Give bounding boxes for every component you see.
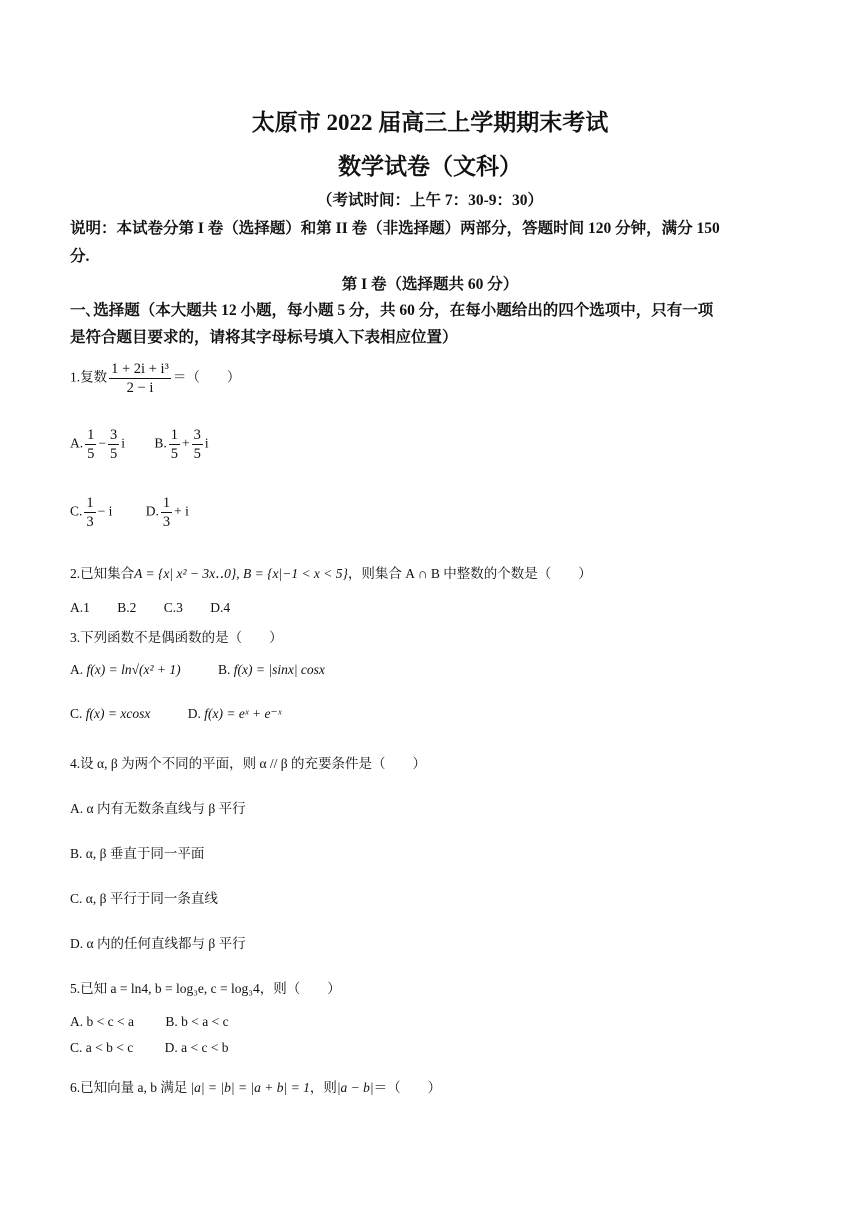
q1-b-op: + bbox=[182, 435, 190, 451]
q2-option-c: C.3 bbox=[163, 600, 183, 615]
section-one-line-1: 一､选择题（本大题共 12 小题，每小题 5 分，共 60 分，在每小题给出的四个选项中，只有一项 bbox=[70, 302, 714, 319]
q4-option-b: B. α, β 垂直于同一平面 bbox=[70, 846, 205, 861]
q2-prefix: 2.已知集合 bbox=[70, 566, 135, 581]
q1-b-frac-2 bbox=[192, 426, 203, 463]
q1-a-n2: 3 bbox=[108, 426, 119, 445]
q1-option-b-label: B. bbox=[154, 435, 167, 451]
q2-suffix: ，则集合 A ∩ B 中整数的个数是（ ） bbox=[347, 566, 592, 581]
part-one-heading: 第 I 卷（选择题共 60 分） bbox=[341, 276, 519, 293]
q1-b-frac-1 bbox=[169, 426, 180, 463]
q4-option-a: A. α 内有无数条直线与 β 平行 bbox=[70, 801, 246, 816]
q1-option-b bbox=[154, 426, 208, 463]
q1-option-d bbox=[146, 494, 189, 531]
exam-title: 太原市 2022 届高三上学期期末考试 bbox=[251, 110, 609, 135]
q3-d-label: D. bbox=[187, 706, 201, 721]
q6-mid: ，则 bbox=[309, 1080, 337, 1095]
q1-d-frac bbox=[161, 494, 172, 531]
question-3-stem: 3.下列函数不是偶函数的是（ ） bbox=[70, 630, 283, 645]
q3-d-expr: f(x) = eˣ + e⁻ˣ bbox=[204, 706, 282, 721]
q1-fraction bbox=[109, 360, 171, 397]
q1-numerator: 1 + 2i + i³ bbox=[109, 360, 171, 379]
q1-d-d: 3 bbox=[162, 514, 171, 531]
q6-ask: |a − b| bbox=[336, 1080, 374, 1095]
q1-option-a bbox=[70, 426, 125, 463]
q5-option-c: C. a < b < c bbox=[70, 1040, 134, 1055]
q5-option-b: B. b < a < c bbox=[165, 1014, 229, 1029]
question-2-options bbox=[70, 600, 230, 616]
q1-option-a-label: A. bbox=[70, 435, 84, 451]
q1-b-i: i bbox=[204, 435, 209, 451]
q5-option-d: D. a < c < b bbox=[164, 1040, 229, 1055]
q5-option-a: A. b < c < a bbox=[70, 1014, 134, 1029]
q1-a-frac-2 bbox=[108, 426, 119, 463]
instructions-line-2: 分. bbox=[70, 248, 90, 265]
q1-c-frac bbox=[84, 494, 95, 531]
q1-denominator: 2 − i bbox=[126, 380, 154, 397]
section-one-line-2: 是符合题目要求的，请将其字母标号填入下表相应位置） bbox=[70, 329, 458, 346]
q1-a-d1: 5 bbox=[87, 446, 95, 463]
q1-a-op: − bbox=[98, 435, 106, 451]
q1-b-n1: 1 bbox=[169, 426, 180, 445]
q3-b-label: B. bbox=[218, 662, 231, 677]
q3-option-d bbox=[188, 706, 282, 722]
q6-condition: |a| = |b| = |a + b| = 1 bbox=[190, 1080, 310, 1095]
question-5-stem: 5.已知 a = ln4, b = log₃e, c = log₃4，则（ ） bbox=[70, 981, 341, 996]
q4-option-c: C. α, β 平行于同一条直线 bbox=[70, 891, 218, 906]
q2-option-b: B.2 bbox=[117, 600, 137, 615]
q4-option-d: D. α 内的任何直线都与 β 平行 bbox=[70, 936, 246, 951]
question-2-stem bbox=[70, 562, 592, 582]
question-1-stem bbox=[70, 360, 240, 397]
question-5-options-cd bbox=[70, 1040, 229, 1056]
q6-suffix: ＝（ ） bbox=[373, 1080, 442, 1095]
q1-a-n1: 1 bbox=[85, 426, 96, 445]
q1-d-n: 1 bbox=[161, 494, 172, 513]
q3-option-a bbox=[70, 662, 181, 678]
question-1-options-cd bbox=[70, 494, 189, 531]
q1-option-d-label: D. bbox=[145, 503, 159, 519]
q3-option-c bbox=[70, 706, 150, 722]
q3-option-b bbox=[218, 662, 325, 678]
exam-time: （考试时间：上午 7：30-9：30） bbox=[316, 192, 544, 209]
exam-subtitle: 数学试卷（文科） bbox=[338, 154, 522, 179]
q1-a-d2: 5 bbox=[110, 446, 118, 463]
q2-option-d: D.4 bbox=[210, 600, 231, 615]
q1-option-c bbox=[70, 494, 112, 531]
q1-b-d1: 5 bbox=[170, 446, 179, 463]
q1-c-n: 1 bbox=[84, 494, 95, 513]
q1-a-i: i bbox=[121, 435, 126, 451]
q1-option-c-label: C. bbox=[70, 503, 83, 519]
q1-prefix: 1.复数 bbox=[70, 369, 108, 385]
question-4-stem: 4.设 α, β 为两个不同的平面，则 α // β 的充要条件是（ ） bbox=[70, 756, 427, 771]
q6-prefix: 6.已知向量 a, b 满足 bbox=[70, 1080, 188, 1095]
q1-c-tail: − i bbox=[97, 503, 113, 519]
question-5-options-ab bbox=[70, 1014, 229, 1030]
q1-c-d: 3 bbox=[86, 514, 94, 531]
q3-a-expr: f(x) = ln√(x² + 1) bbox=[86, 662, 181, 677]
q1-b-d2: 5 bbox=[193, 446, 201, 463]
question-1-options-ab bbox=[70, 426, 209, 463]
q1-b-n2: 3 bbox=[192, 426, 203, 445]
q3-c-expr: f(x) = xcosx bbox=[85, 706, 151, 721]
q2-sets: A = {x| x² − 3x‥0}, B = {x|−1 < x < 5} bbox=[134, 566, 348, 581]
q1-d-tail: + i bbox=[174, 503, 189, 519]
q1-suffix: ＝（ ） bbox=[172, 369, 241, 385]
q3-b-expr: f(x) = |sinx| cosx bbox=[233, 662, 325, 677]
question-3-options-cd bbox=[70, 706, 281, 722]
q2-option-a: A.1 bbox=[70, 600, 90, 615]
question-6-stem bbox=[70, 1076, 441, 1096]
q3-a-label: A. bbox=[70, 662, 84, 677]
question-3-options-ab bbox=[70, 662, 325, 678]
instructions-line-1: 说明：本试卷分第 I 卷（选择题）和第 II 卷（非选择题）两部分，答题时间 120 分钟，满分 150 bbox=[70, 220, 720, 237]
q3-c-label: C. bbox=[70, 706, 83, 721]
q1-a-frac-1 bbox=[85, 426, 96, 463]
